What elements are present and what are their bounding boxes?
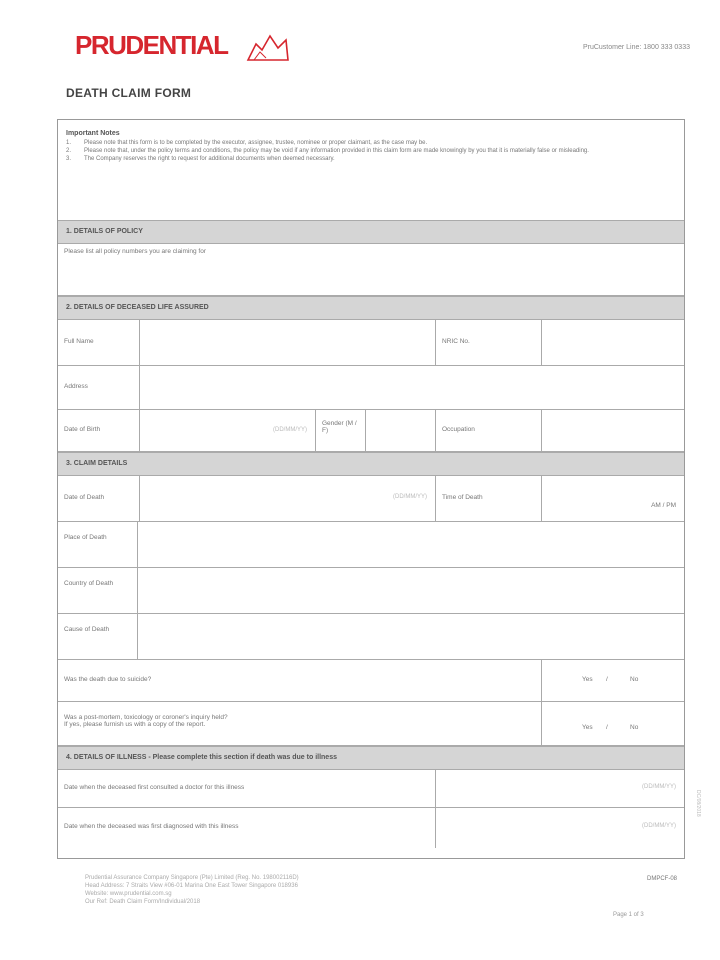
- section-3-header: 3. CLAIM DETAILS: [58, 452, 684, 476]
- important-notes: [58, 120, 684, 220]
- full-name-field[interactable]: [140, 320, 436, 366]
- policy-numbers-label: Please list all policy numbers you are claiming for: [64, 248, 206, 255]
- country-of-death-field[interactable]: [138, 568, 684, 614]
- occupation-label: Occupation: [436, 410, 542, 452]
- notes-heading: Important Notes: [66, 130, 120, 137]
- date-of-death-label: Date of Death: [58, 476, 140, 522]
- note-item: 2. Please note that, under the policy terms and conditions, the policy may be void if any information provided in this claim form are made knowingly by you that it is materially false or misleading.: [66, 148, 589, 154]
- side-form-code: DC/08/2018: [695, 790, 701, 817]
- gender-label: Gender (M / F): [316, 410, 366, 452]
- nric-field[interactable]: [542, 320, 684, 366]
- place-of-death-label: Place of Death: [58, 522, 138, 568]
- date-of-death-field[interactable]: [140, 476, 436, 522]
- note-item: 3. The Company reserves the right to request for additional documents when deemed necessary.: [66, 156, 335, 162]
- cause-of-death-label: Cause of Death: [58, 614, 138, 660]
- postmortem-answer[interactable]: Yes / No: [542, 702, 684, 746]
- no-option[interactable]: No: [630, 676, 639, 683]
- full-name-label: Full Name: [58, 320, 140, 366]
- time-of-death-label: Time of Death: [436, 476, 542, 522]
- dob-field[interactable]: [140, 410, 316, 452]
- no-option[interactable]: No: [630, 724, 639, 731]
- claim-form: [57, 119, 685, 859]
- page-number: Page 1 of 3: [613, 912, 644, 918]
- customer-hotline: PruCustomer Line: 1800 333 0333: [582, 44, 690, 51]
- postmortem-note: If yes, please furnish us with a copy of the report.: [64, 721, 206, 728]
- nric-label: NRIC No.: [436, 320, 542, 366]
- consulted-date-label: Date when the deceased first consulted a doctor for this illness: [58, 770, 436, 808]
- dob-format-hint: (DD/MM/YY): [273, 427, 307, 433]
- death-date-format-hint: (DD/MM/YY): [393, 494, 427, 500]
- suicide-answer[interactable]: Yes / No: [542, 660, 684, 702]
- section-4-header: 4. DETAILS OF ILLNESS - Please complete this section if death was due to illness: [58, 746, 684, 770]
- postmortem-question: Was a post-mortem, toxicology or coroner's inquiry held? If yes, please furnish us with a copy of the report.: [58, 702, 542, 746]
- form-code: DMPCF-08: [647, 876, 678, 882]
- yes-option[interactable]: Yes: [582, 724, 593, 731]
- occupation-field[interactable]: [542, 410, 684, 452]
- note-item: 1. Please note that this form is to be completed by the executor, assignee, trustee, nominee or proper claimant, as the case may be.: [66, 140, 428, 146]
- place-of-death-field[interactable]: [138, 522, 684, 568]
- cause-of-death-field[interactable]: [138, 614, 684, 660]
- diagnosed-date-label: Date when the deceased was first diagnosed with this illness: [58, 808, 436, 848]
- rock-logo-icon: [246, 30, 290, 66]
- yes-option[interactable]: Yes: [582, 676, 593, 683]
- country-of-death-label: Country of Death: [58, 568, 138, 614]
- address-field[interactable]: [140, 366, 684, 410]
- am-pm-option: AM / PM: [651, 502, 676, 509]
- consulted-date-hint: (DD/MM/YY): [642, 784, 676, 790]
- page-title: DEATH CLAIM FORM: [66, 86, 192, 100]
- suicide-question: Was the death due to suicide?: [58, 660, 542, 702]
- footer-info: Prudential Assurance Company Singapore (Pte) Limited (Reg. No. 198002116D) Head Address: 7 Straits View #06-01 Marina One East Tower Singapore 018936 Website: www.prudential.com.sg Our Ref: Death Claim Form/Individual/2018: [85, 875, 299, 905]
- policy-numbers-field[interactable]: [58, 244, 684, 296]
- consulted-date-field[interactable]: [436, 770, 684, 808]
- diagnosed-date-field[interactable]: [436, 808, 684, 848]
- prudential-logo: PRUDENTIAL: [75, 30, 228, 60]
- address-label: Address: [58, 366, 140, 410]
- time-of-death-field[interactable]: [542, 476, 684, 522]
- gender-field[interactable]: [366, 410, 436, 452]
- dob-label: Date of Birth: [58, 410, 140, 452]
- diagnosed-date-hint: (DD/MM/YY): [642, 823, 676, 829]
- section-1-header: 1. DETAILS OF POLICY: [58, 220, 684, 244]
- section-2-header: 2. DETAILS OF DECEASED LIFE ASSURED: [58, 296, 684, 320]
